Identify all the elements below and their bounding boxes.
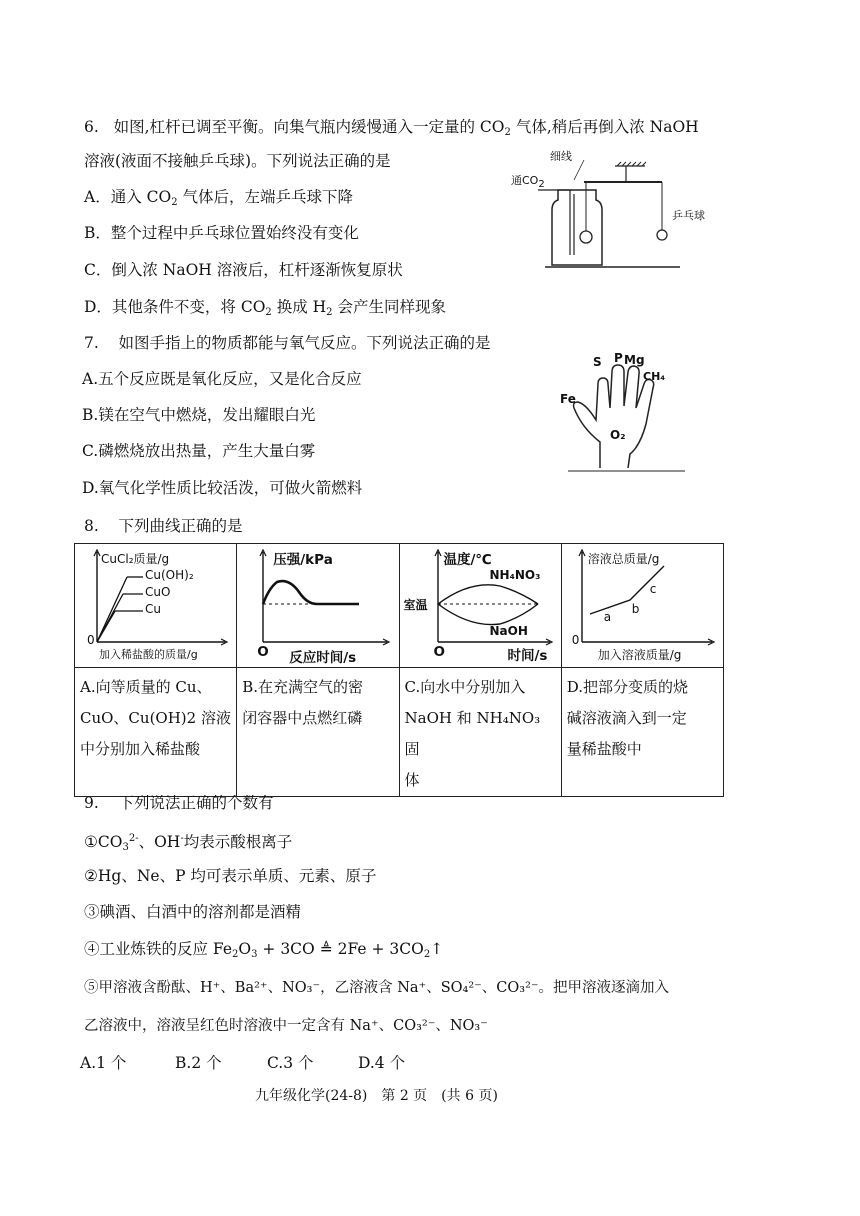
q9-s4-a: ④工业炼铁的反应 Fe — [84, 940, 233, 958]
q9-s1-sub: 3 — [122, 842, 129, 853]
q9-s1-b: 、OH — [138, 833, 181, 851]
q7-ch4-label: CH₄ — [643, 370, 666, 383]
q9-choice-d: D.4 个 — [358, 1054, 406, 1072]
q8-a-series-2: Cu — [145, 602, 161, 616]
q7-o2-label: O₂ — [610, 428, 626, 442]
q9-s4-arrow: ≜ — [319, 940, 333, 958]
q8-b-line-1: B.在充满空气的密 — [242, 678, 364, 696]
q9-statement-2: ②Hg、Ne、P 均可表示单质、元素、原子 — [84, 867, 377, 885]
q8-a-line-3: 中分别加入稀盐酸 — [80, 740, 201, 758]
q9-statement-5-line1: ⑤甲溶液含酚酞、H⁺、Ba²⁺、NO₃⁻，乙溶液含 Na⁺、SO₄²⁻、CO₃²⁻。把甲溶液逐滴加入 — [84, 980, 670, 996]
q8-option-d — [561, 668, 723, 797]
q8-a-xlabel: 加入稀盐酸的质量/g — [99, 648, 198, 661]
q6-a-text2: 气体后，左端乒乓球下降 — [177, 188, 354, 206]
q7-option-c: C.磷燃烧放出热量，产生大量白雾 — [82, 442, 316, 460]
q8-d-point-b: b — [631, 602, 640, 616]
q8-c-ylabel: 温度/℃ — [443, 552, 492, 568]
q6-ball-label: 乒乓球 — [672, 209, 705, 222]
q9-statement-4 — [84, 939, 443, 965]
q8-option-a — [75, 668, 237, 797]
page-footer: 九年级化学(24-8) 第 2 页 (共 6 页) — [255, 1088, 498, 1104]
q7-stem-text: 如图手指上的物质都能与氧气反应。下列说法正确的是 — [118, 334, 491, 352]
q6-option-d — [84, 297, 446, 323]
q8-d-line-1: D.把部分变质的烧 — [566, 678, 689, 696]
q9-s1-c: 均表示酸根离子 — [183, 833, 293, 851]
q8-c-xlabel: 时间/s — [507, 648, 548, 664]
q7-fe-label: Fe — [560, 392, 576, 406]
q7-mg-label: Mg — [624, 353, 645, 367]
q8-c-curve-naoh — [438, 604, 538, 625]
q8-a-origin: 0 — [87, 633, 95, 647]
q8-graph-b — [237, 544, 398, 664]
q7-s-label: S — [593, 355, 602, 369]
q8-c-series-1: NaOH — [489, 624, 528, 638]
q6-d-sub: 2 — [265, 307, 272, 318]
q6-number: 6. — [84, 118, 99, 136]
q6-d-text: D．其他条件不变，将 CO — [84, 298, 266, 316]
q8-d-origin: 0 — [571, 633, 580, 647]
q8-b-xlabel: 反应时间/s — [289, 650, 357, 666]
q8-stem — [84, 516, 243, 536]
q8-c-line-3: 体 — [404, 771, 420, 789]
q9-s4-b: O — [238, 940, 252, 958]
q6-inlet-label — [511, 172, 545, 190]
q8-number: 8. — [84, 517, 99, 535]
q8-d-line-2: 碱溶液滴入到一定 — [566, 709, 687, 727]
q8-b-curve — [263, 581, 359, 604]
q8-a-series-0: Cu(OH)₂ — [145, 568, 194, 582]
q8-graph-a — [75, 544, 236, 664]
q6-d-sub2: 2 — [326, 307, 333, 318]
q6-stem-sub: 2 — [504, 127, 511, 138]
q7-option-a: A.五个反应既是氧化反应，又是化合反应 — [82, 370, 362, 388]
q9-choice-a: A.1 个 — [80, 1054, 127, 1072]
q8-graph-a-cell — [75, 544, 237, 668]
q8-graph-c-cell — [399, 544, 561, 668]
q9-s1-a: ①CO — [84, 833, 123, 851]
q7-stem — [84, 333, 491, 353]
q9-s4-sub1: 2 — [232, 949, 239, 960]
q8-graph-b-cell — [237, 544, 399, 668]
q8-c-line-2: NaOH 和 NH₄NO₃ 固 — [404, 709, 541, 758]
q6-stem-b: 气体,稍后再倒入浓 NaOH — [510, 118, 699, 136]
q8-graph-c — [400, 544, 561, 664]
q8-d-xlabel: 加入溶液质量/g — [597, 648, 682, 662]
q9-s1-sup2: - — [180, 833, 184, 844]
q9-stem-text: 下列说法正确的个数有 — [118, 794, 274, 812]
q8-c-ref: 室温 — [403, 598, 428, 612]
q8-c-series-0: NH₄NO₃ — [489, 568, 541, 582]
q7-number: 7. — [84, 334, 99, 352]
q6-a-text: A．通入 CO — [84, 188, 172, 206]
q7-hand-drawing — [560, 350, 690, 475]
q9-s4-c: + 3CO — [257, 940, 320, 958]
q8-d-point-a: a — [603, 610, 612, 624]
q6-stem-a: 如图,杠杆已调至平衡。向集气瓶内缓慢通入一定量的 CO — [113, 118, 505, 136]
q6-thread-label: 细线 — [550, 150, 572, 163]
q6-inlet-text: 通CO — [511, 174, 539, 187]
q8-d-line-3: 量稀盐酸中 — [566, 740, 642, 758]
q8-b-origin: O — [257, 644, 269, 660]
q6-d-text3: 会产生同样现象 — [332, 298, 446, 316]
q8-d-point-c: c — [649, 582, 657, 596]
q9-s4-e: ↑ — [430, 940, 444, 958]
q6-option-a — [84, 187, 353, 213]
q8-option-c — [399, 668, 561, 797]
q6-lever-figure — [500, 150, 705, 270]
q9-s4-sub2: 3 — [251, 949, 258, 960]
q8-b-line-2: 闭容器中点燃红磷 — [242, 709, 363, 727]
q8-a-line-cuoh2 — [97, 577, 127, 642]
q6-option-b: B．整个过程中乒乓球位置始终没有变化 — [84, 224, 359, 242]
q9-choice-b: B.2 个 — [175, 1054, 222, 1072]
q8-d-ylabel: 溶液总质量/g — [587, 552, 660, 566]
q9-s4-d: 2Fe + 3CO — [332, 940, 424, 958]
q8-c-curve-nh4no3 — [438, 585, 538, 604]
q6-line2: 溶液(液面不接触乒乓球)。下列说法正确的是 — [84, 152, 391, 170]
q9-statement-3: ③碘酒、白酒中的溶剂都是酒精 — [84, 903, 302, 921]
q7-hand-figure — [560, 350, 690, 475]
q9-stem — [84, 793, 274, 813]
q9-number: 9. — [84, 794, 99, 812]
q8-a-series-1: CuO — [145, 585, 171, 599]
q8-a-line-1: A.向等质量的 Cu、 — [80, 678, 212, 696]
q9-choice-c: C.3 个 — [267, 1054, 314, 1072]
q8-a-line-2: CuO、Cu(OH)2 溶液 — [80, 709, 231, 727]
q8-graph-d-cell — [561, 544, 723, 668]
q9-s4-sub3: 2 — [423, 949, 431, 960]
q7-p-label: P — [614, 351, 623, 365]
q9-statement-1 — [84, 829, 292, 858]
q8-c-origin: O — [433, 644, 445, 660]
q6-line1 — [84, 117, 699, 143]
q8-stem-text: 下列曲线正确的是 — [118, 517, 243, 535]
q6-a-sub: 2 — [171, 197, 178, 208]
q8-c-line-1: C.向水中分别加入 — [404, 678, 526, 696]
q7-option-d: D.氧气化学性质比较活泼，可做火箭燃料 — [82, 479, 363, 497]
q8-option-b — [237, 668, 399, 797]
q8-graph-d — [562, 544, 723, 664]
q7-option-b: B.镁在空气中燃烧，发出耀眼白光 — [82, 406, 316, 424]
q9-statement-5-line2: 乙溶液中，溶液呈红色时溶液中一定含有 Na⁺、CO₃²⁻、NO₃⁻ — [84, 1018, 488, 1034]
q6-inlet-sub: 2 — [538, 179, 545, 190]
q9-s1-sup: 2- — [128, 833, 139, 844]
q6-d-text2: 换成 H — [271, 298, 327, 316]
q8-b-ylabel: 压强/kPa — [273, 552, 333, 568]
q8-a-line-cu — [97, 611, 115, 642]
q6-lever-drawing — [500, 150, 700, 270]
q6-option-c: C．倒入浓 NaOH 溶液后，杠杆逐渐恢复原状 — [84, 261, 403, 279]
q8-graph-table — [74, 543, 724, 797]
q8-a-ylabel: CuCl₂质量/g — [101, 552, 170, 566]
